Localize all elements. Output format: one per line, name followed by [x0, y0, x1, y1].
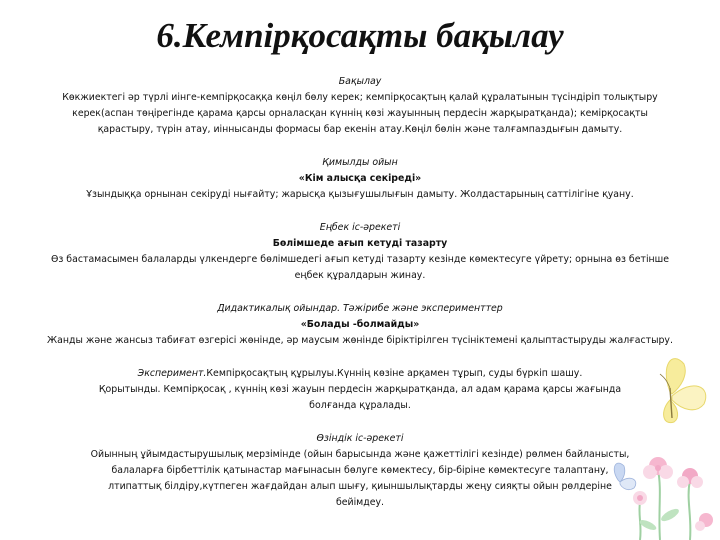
- text-line: лтипаттық білдіру,күтпеген жағдайдан алып шығу, қиыншылықтарды жеңу сияқты ойын рөлдеріне: [108, 481, 612, 492]
- text-line: Өз бастамасымен балаларды үлкендерге бөлімшедегі ағып кетуді тазарту кезінде көмектесуге үйрету; орнына өз бетінше: [50, 254, 670, 265]
- flower-icon: [633, 491, 647, 505]
- text-line: еңбек құралдарын жинау.: [294, 270, 426, 281]
- section-heading: Өзіндік іс-әрекеті: [316, 433, 404, 444]
- section-movement-game: [40, 155, 680, 203]
- section-subheading: Бөлімшеде ағып кетуді тазарту: [272, 238, 448, 249]
- section-heading: Бақылау: [338, 76, 382, 87]
- decorative-illustration: [600, 330, 720, 540]
- flower-icon: [695, 513, 713, 531]
- text-line: Қорытынды. Кемпірқосақ , күннің көзі жауын пердесін жарқыратқанда, ал адам қарама қарсы жағында: [98, 384, 622, 395]
- experiment-lead: Эксперимент.: [137, 368, 207, 379]
- section-heading: Еңбек іс-әрекеті: [319, 222, 401, 233]
- experiment-text: Кемпірқосақтың құрылуы.Күннің көзіне арқамен тұрып, суды бүркіп шашу.: [206, 368, 583, 379]
- text-line: Жанды және жансыз табиғат өзгерісі жөнінде, әр маусым жөнінде біріктірілген түсініктемені қалыптастыруды жалғастыру.: [47, 335, 673, 346]
- text-line: Көкжиектегі әр түрлі иінге-кемпірқосаққа көңіл бөлу керек; кемпірқосақтың қалай құралатынын түсіндіріп толықтыру: [62, 92, 658, 103]
- text-line: Ойынның ұйымдастырушылық мерзімінде (ойын барысында және қажеттілігі кезінде) рөлмен байланысты,: [90, 449, 630, 460]
- section-subheading: «Болады -болмайды»: [300, 319, 420, 330]
- text-line: балаларға бірбеттілік қатынастар мағынасын бөлуге көмектесу, бір-біріне көмектесуге талаптану,: [111, 465, 609, 476]
- document-body: [40, 74, 680, 511]
- section-subheading: «Кім алысқа секіреді»: [298, 173, 422, 184]
- section-labor-activity: [40, 220, 680, 284]
- text-line: [40, 366, 680, 382]
- text-line: Ұзындыққа орнынан секіруді нығайту; жарысқа қызығушылығын дамыту. Жолдастарының саттілігіне қуану.: [86, 189, 634, 200]
- section-didactic-games: [40, 301, 680, 349]
- text-line: керек(аспан төңірегінде қарама қарсы орналасқан күннің көзі жауынның пердесін жарқыратқанда); кемірқосақты: [72, 108, 648, 119]
- text-line: қарастыру, түрін атау, иіннысанды формасы бар екенін атау.Көңіл бөлін және талғампаздығын дамыту.: [97, 124, 623, 135]
- page-title: 6.Кемпірқосақты бақылау: [156, 16, 564, 55]
- butterfly-icon: [660, 359, 706, 423]
- section-observation: [40, 74, 680, 138]
- section-heading: Дидактикалық ойындар. Тәжірибе және эксперименттер: [217, 303, 503, 314]
- text-line: бейімдеу.: [335, 497, 385, 508]
- butterfly-icon: [614, 463, 636, 490]
- text-line: болғанда құралады.: [309, 400, 411, 411]
- section-experiment: [40, 366, 680, 414]
- section-independent-activity: [40, 431, 680, 511]
- section-heading: Қимылды ойын: [322, 157, 398, 168]
